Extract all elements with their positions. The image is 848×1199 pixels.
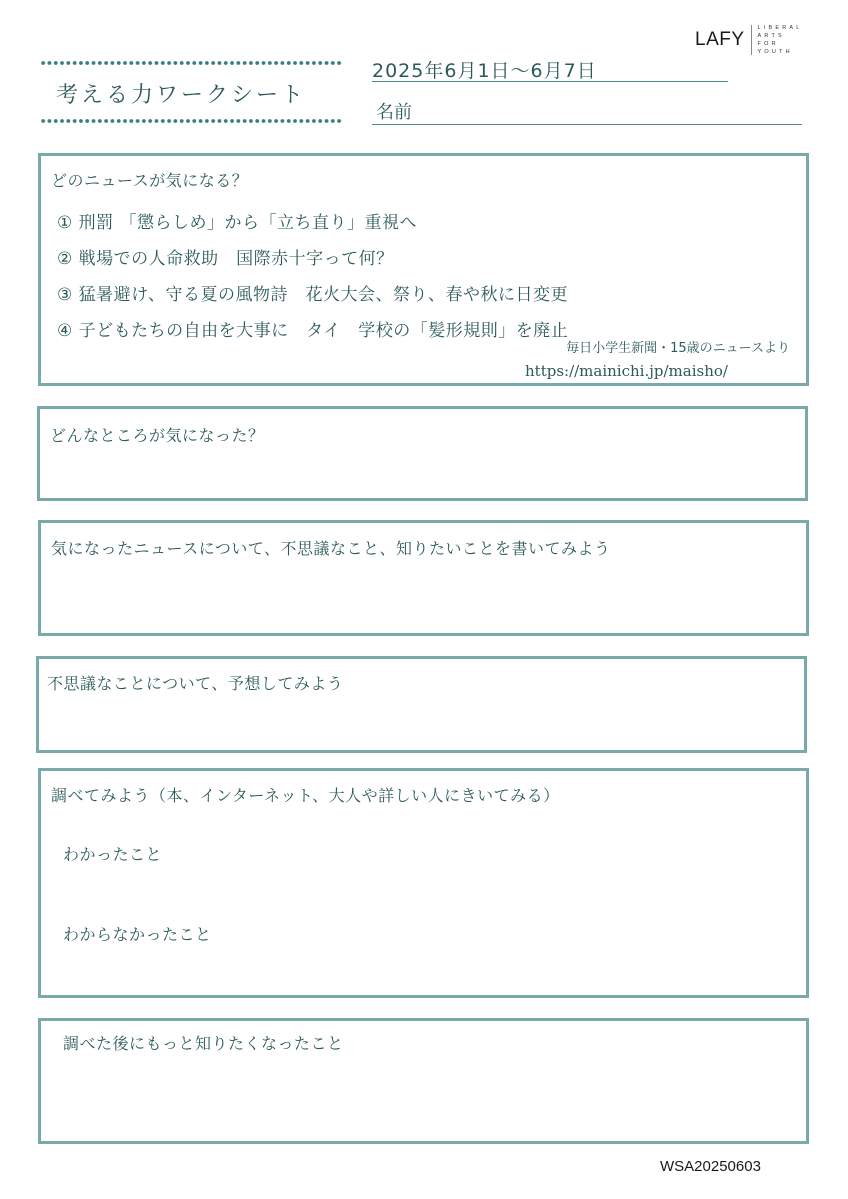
date-range: 2025年6月1日～6月7日	[372, 56, 728, 82]
wonder-prompt: 気になったニュースについて、不思議なこと、知りたいことを書いてみよう	[51, 539, 611, 558]
news-item[interactable]: ② 戦場での人命救助 国際赤十字って何？	[57, 249, 394, 269]
logo-sub-line: ARTS	[757, 33, 785, 39]
more-curiosity-box[interactable]	[38, 1018, 809, 1144]
news-url-link[interactable]: https://mainichi.jp/maisho/	[525, 362, 728, 380]
wonder-answer-box[interactable]	[38, 520, 809, 636]
name-field[interactable]	[372, 98, 802, 125]
logo-divider	[751, 25, 752, 55]
interest-answer-box[interactable]	[37, 406, 808, 501]
more-prompt: 調べた後にもっと知りたくなったこと	[63, 1034, 344, 1053]
logo-text: LAFY	[695, 29, 745, 50]
news-item[interactable]: ① 刑罰 「懲らしめ」から「立ち直り」重視へ	[57, 213, 418, 233]
predict-answer-box[interactable]	[36, 656, 807, 753]
dotted-divider-top	[40, 60, 342, 66]
worksheet-code: WSA20250603	[660, 1158, 761, 1175]
worksheet-title: 考える力ワークシート	[56, 83, 307, 108]
news-source: 毎日小学生新聞・15歳のニュースより	[566, 341, 790, 356]
news-item[interactable]: ③ 猛暑避け、守る夏の風物詩 花火大会、祭り、春や秋に日変更	[57, 285, 568, 305]
logo-sub-line: LIBERAL	[757, 25, 803, 31]
interest-prompt: どんなところが気になった？	[50, 426, 265, 445]
not-understood-label: わからなかったこと	[63, 925, 212, 944]
news-item[interactable]: ④ 子どもたちの自由を大事に タイ 学校の「髪形規則」を廃止	[57, 321, 569, 341]
news-selection-box	[38, 153, 809, 386]
lafy-logo	[695, 24, 803, 56]
research-answer-box[interactable]	[38, 768, 809, 998]
worksheet-title-block	[40, 60, 342, 126]
logo-sub-line: YOUTH	[757, 49, 793, 55]
logo-subtitle	[758, 24, 803, 56]
name-label: 名前	[376, 102, 412, 123]
understood-label: わかったこと	[63, 845, 163, 864]
dotted-divider-bottom	[40, 118, 342, 124]
research-prompt: 調べてみよう（本、インターネット、大人や詳しい人にきいてみる）	[51, 786, 560, 805]
predict-prompt: 不思議なことについて、予想してみよう	[47, 674, 344, 693]
news-prompt: どのニュースが気になる？	[51, 171, 249, 190]
logo-sub-line: FOR	[757, 41, 779, 47]
